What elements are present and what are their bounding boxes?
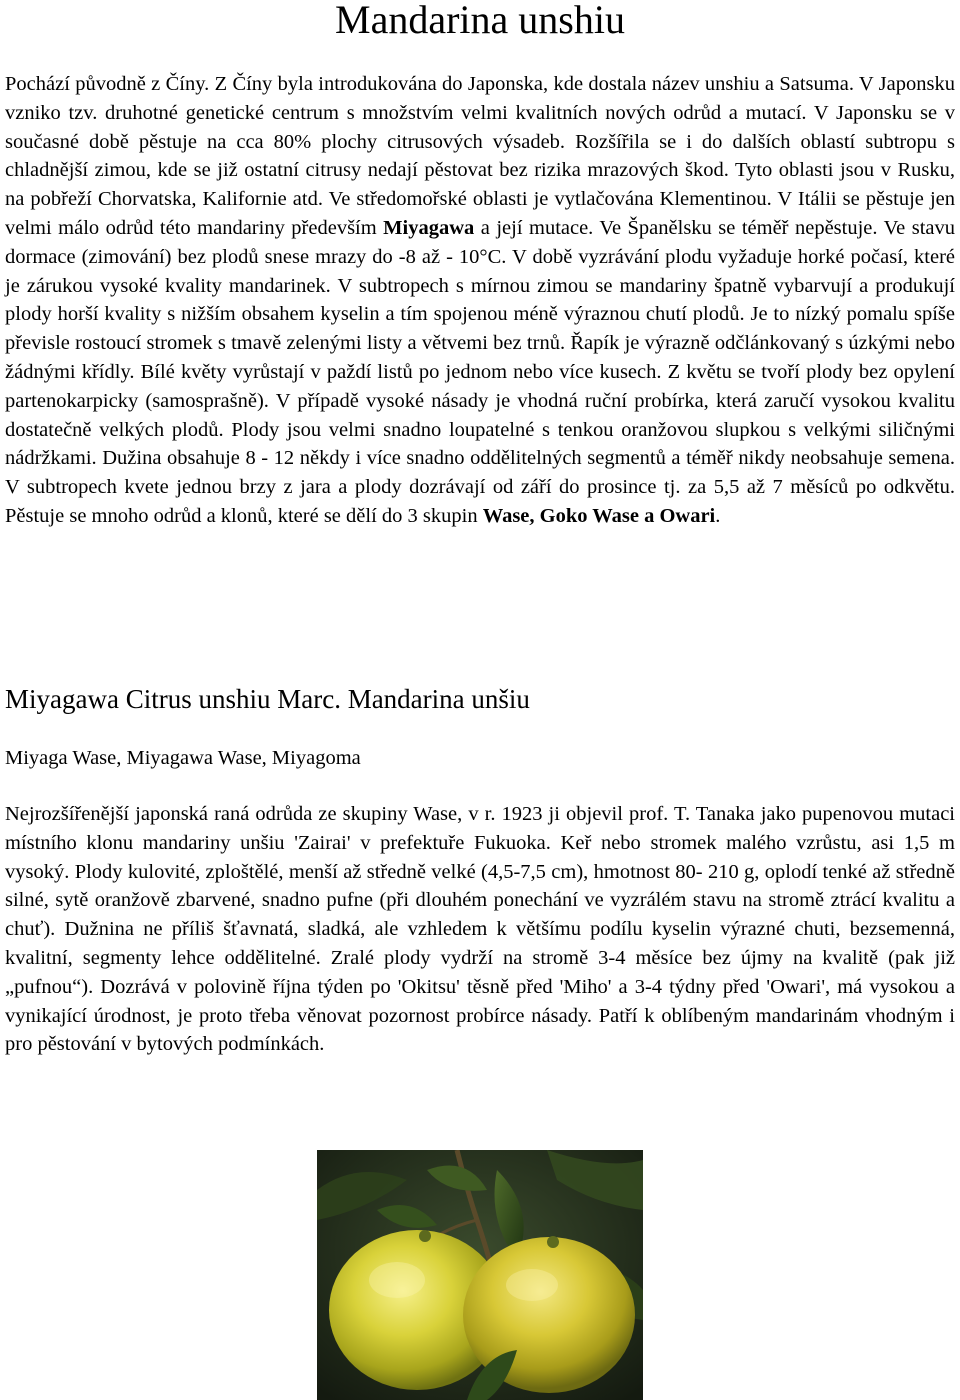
intro-text-end: . <box>715 504 721 527</box>
intro-bold-miyagawa: Miyagawa <box>383 216 475 239</box>
variety-synonyms: Miyaga Wase, Miyagawa Wase, Miyagoma <box>5 747 361 769</box>
intro-text-part-1: Pochází původně z Číny. Z Číny byla introdukována do Japonska, kde dostala název unshiu a Satsuma. V Japonsku vzniko tzv. druhotné genetické centrum s množstvím velmi kvalitních nových odrůd a mutací. V Japonsku se v současné době pěstuje na cca 80% plochy citrusových výsadeb. <box>5 73 955 153</box>
document-page <box>5 0 955 1056</box>
variety-heading: Miyagawa Citrus unshiu Marc. Mandarina unšiu <box>5 684 530 714</box>
intro-text-part-3: a její mutace. Ve Španělsku se téměř nepěstuje. Ve stavu dormace (zimování) bez plodů snese mrazy do -8 až - 10°C. V době vyzrávání plodu vyžaduje horké počasí, které je zárukou vysoké kvality mandarinek. V subtropech s mírnou zimou se mandariny špatně vybarvují a produkují plody horší kvality s nižším obsahem kyselin a tím spojenou méně výraznou chutí plodů. Je to nízký pomalu spíše převisle rostoucí stromek s tmavě zelenými listy a větvemi bez trnů. Řapík je výrazně odčlánkovaný s úzkými nebo žádnými křídly. Bílé květy vyrůstají v paždí listů po jednom nebo více kusech. Z květu se tvoří plody bez opylení partenokarpicky (samosprašně). V případě vysoké násady je vhodná ruční probírka, která zaručí vysokou kvalitu dostatečně velkých plodů. Plody jsou velmi snadno loupatelné s tenkou oranžovou slupkou s velkými siličnými nádržkami. Dužina obsahuje 8 - 12 někdy i více snadno oddělitelných segmentů a téměř nikdy neobsahuje semena. V subtropech kvete jednou brzy z jara a plody dozrávají od září do prosince tj. za 5,5 až 7 měsíců po odkvětu. Pěstuje se mnoho odrůd a klonů, které se dělí do 3 skupin <box>5 216 955 527</box>
intro-text-part-2: Rozšířila se i do dalších oblastí subtropu s chladnější zimou, kde se již ostatní citrusy nedají pěstovat bez rizika mrazových škod. Tyto oblasti jsou v Rusku, na pobřeží Chorvatska, Kalifornie atd. Ve středomořské oblasti je vytlačována Klementinou. V Itálii se pěstuje jen velmi málo odrůd této mandariny především <box>5 130 955 239</box>
variety-description: Nejrozšířenější japonská raná odrůda ze skupiny Wase, v r. 1923 ji objevil prof. T. Tanaka jako pupenovou mutaci místního klonu mandariny unšiu 'Zairai' v prefektuře Fukuoka. Keř nebo stromek malého vzrůstu, asi 1,5 m vysoký. Plody kulovité, zploštělé, menší až středně velké (4,5-7,5 cm), hmotnost 80- 210 g, oplodí tenké až středně silné, sytě oranžově zbarvené, snadno pufne (při dlouhém ponechání ve vyzrálém stavu na stromě ztrácí kvalitu a chuť). Dužnina ne příliš šťavnatá, sladká, ale vzhledem k většímu podílu kyselin výrazné chuti, bezsemenná, kvalitní, segmenty lehce oddělitelné. Zralé plody vydrží na stromě 3-4 měsíce bez újmy na kvalitě (pak již „pufnou“). Dozrává v polovině října týden po 'Okitsu' těsně před 'Miho' a 3-4 týdny před 'Owari', má vysokou a vynikající úrodnost, je proto třeba věnovat pozornost probírce násady. Patří k oblíbeným mandarinám vhodným i pro pěstování v bytových podmínkách. <box>5 803 955 1056</box>
page-title: Mandarina unshiu <box>335 0 625 42</box>
intro-bold-groups: Wase, Goko Wase a Owari <box>482 504 716 527</box>
mandarin-photo <box>317 1150 643 1400</box>
intro-paragraph <box>5 70 955 531</box>
